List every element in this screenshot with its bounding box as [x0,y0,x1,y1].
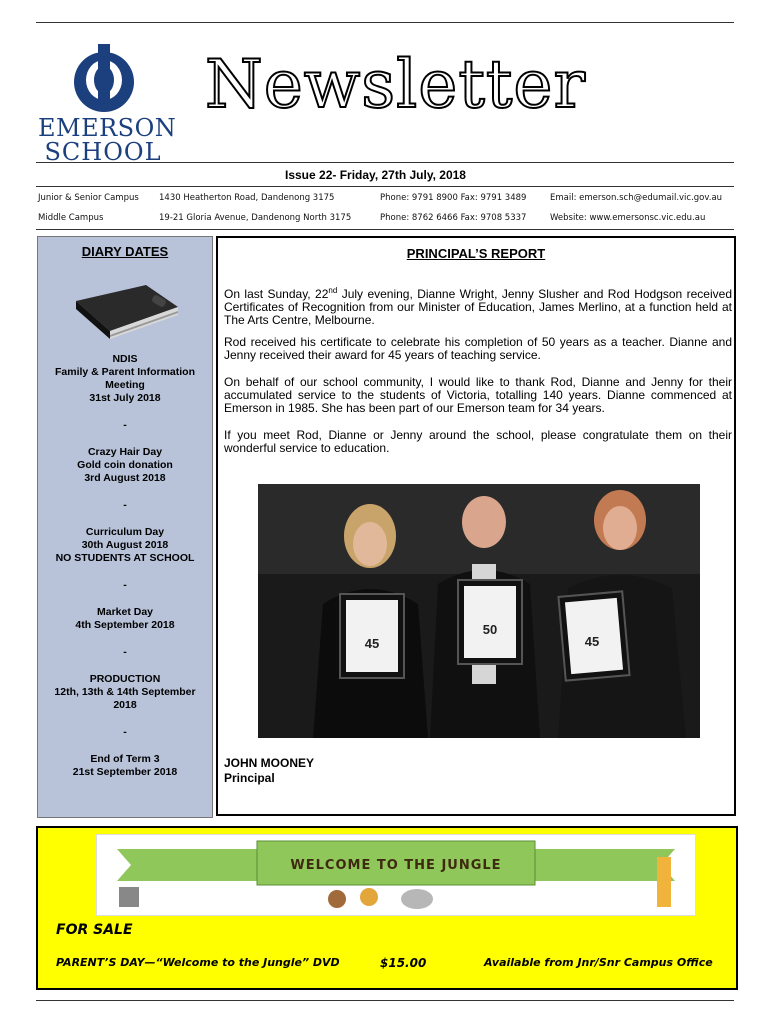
diary-event: Curriculum Day 30th August 2018 NO STUDENTS AT SCHOOL [55,526,195,564]
diary-separator: - [123,419,127,431]
diary-event: Crazy Hair Day Gold coin donation 3rd August 2018 [77,446,173,484]
jungle-banner-image [97,835,695,915]
masthead-rule [36,162,734,163]
sale-item: PARENT’S DAY—“Welcome to the Jungle” DVD [56,956,340,969]
signature-title: Principal [224,771,275,785]
campus-phone: Phone: 9791 8900 Fax: 9791 3489 [380,193,527,203]
principal-signature [224,756,314,786]
issue-line: Issue 22- Friday, 27th July, 2018 [285,168,466,182]
report-paragraph: Rod received his certificate to celebrate his completion of 50 years as a teacher. Dianne and Jenny received their award for 45 years of teaching service. [224,335,732,362]
sale-price: $15.00 [380,956,427,970]
bottom-rule [36,1000,734,1001]
logo-emblem-icon [38,40,168,120]
certificate-number: 45 [364,636,380,651]
for-sale-heading: FOR SALE [56,922,133,938]
school-logo [38,40,177,166]
report-title: PRINCIPAL’S REPORT [406,246,546,261]
diary-separator: - [123,646,127,658]
newsletter-masthead: Newsletter [205,46,586,123]
diary-dates-panel [37,236,213,818]
jungle-banner [96,834,696,916]
report-paragraph: If you meet Rod, Dianne or Jenny around the school, please congratulate them on their wonderful service to education. [224,428,732,455]
campus-phone: Phone: 8762 6466 Fax: 9708 5337 [380,213,527,223]
diary-separator: - [123,579,127,591]
report-paragraph: On behalf of our school community, I would like to thank Rod, Dianne and Jenny for their accumulated service to the students of Victoria, totalling 140 years. Dianne commenced at Emerson in 1985. She has been part of our Emerson team for 34 years. [224,375,732,415]
diary-title: DIARY DATES [81,244,169,259]
diary-event: PRODUCTION 12th, 13th & 14th September 2018 [54,673,196,711]
principal-report-panel [216,236,736,816]
diary-separator: - [123,726,127,738]
award-photo [258,484,700,738]
campus-address: 19-21 Gloria Avenue, Dandenong North 3175 [159,213,352,223]
award-photo-image [258,484,700,738]
diary-event: Market Day 4th September 2018 [75,606,175,631]
info-rule [36,229,734,230]
campus-website: Website: www.emersonsc.vic.edu.au [550,213,706,223]
for-sale-panel [36,826,738,990]
report-paragraph: On last Sunday, 22nd July evening, Dianne Wright, Jenny Slusher and Rod Hodgson received Certificates of Recognition from our Minister of Education, James Merlino, at a function held at The Arts Centre, Melbourne. [224,286,732,327]
logo-name-line1: EMERSON [38,114,177,142]
certificate-number: 50 [482,622,498,637]
sale-availability: Available from Jnr/Snr Campus Office [484,956,713,969]
diary-separator: - [123,499,127,511]
certificate-number: 45 [584,634,600,649]
diary-book-icon [66,277,186,343]
campus-name: Junior & Senior Campus [38,193,139,203]
signature-name: JOHN MOONEY [224,756,315,770]
logo-name-line2: SCHOOL [44,138,162,166]
issue-rule [36,186,734,187]
campus-name: Middle Campus [38,213,104,223]
diary-event-list [38,353,212,779]
banner-text: WELCOME TO THE JUNGLE [290,858,502,873]
campus-email: Email: emerson.sch@edumail.vic.gov.au [550,193,723,203]
campus-address: 1430 Heatherton Road, Dandenong 3175 [159,193,335,203]
diary-event: End of Term 3 21st September 2018 [72,753,178,778]
top-rule [36,22,734,23]
diary-event: NDIS Family & Parent Information Meeting 31st July 2018 [54,353,196,404]
